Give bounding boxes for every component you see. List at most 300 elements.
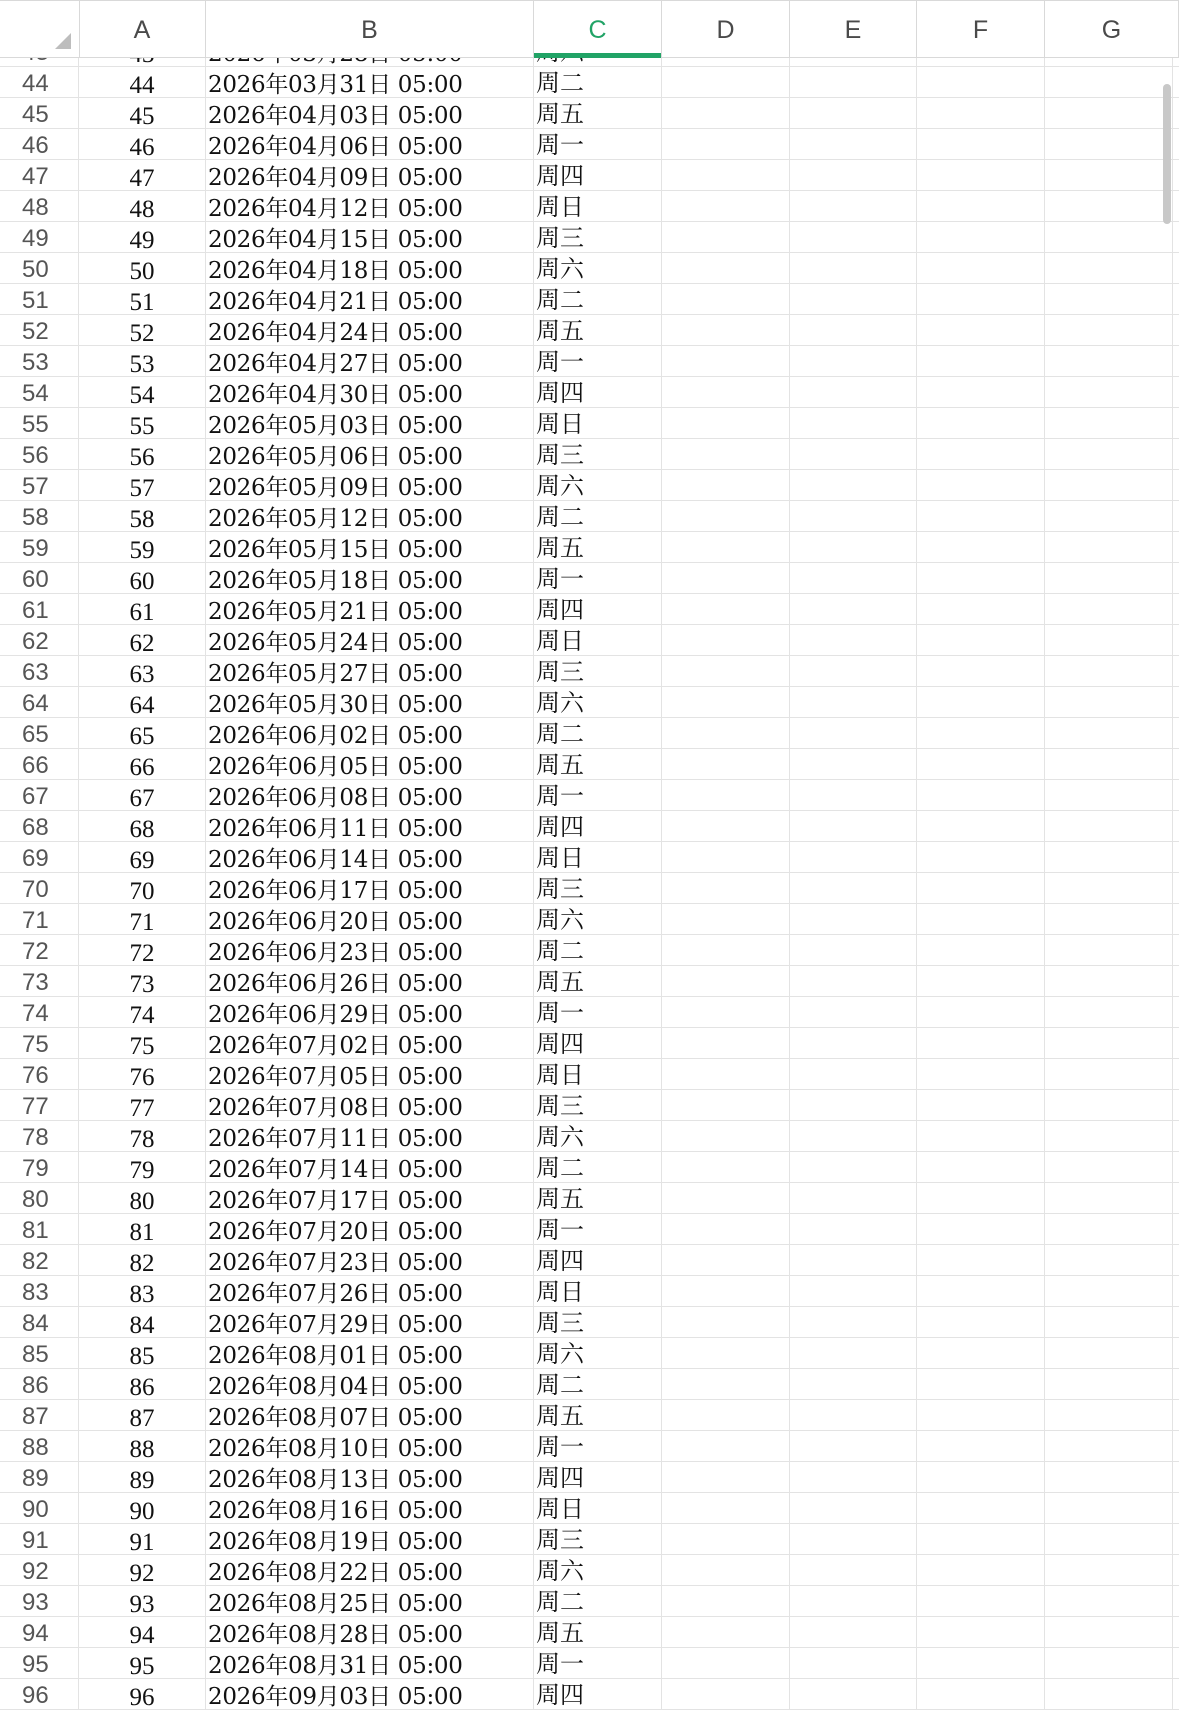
cell-d[interactable] <box>662 1152 790 1182</box>
cell-f[interactable] <box>917 842 1045 872</box>
cell-a[interactable]: 52 <box>79 315 206 345</box>
cell-e[interactable] <box>790 346 917 376</box>
cell-c[interactable]: 周五 <box>534 1617 662 1647</box>
row-number[interactable]: 87 <box>0 1400 79 1430</box>
cell-e[interactable] <box>790 1493 917 1523</box>
cell-g[interactable] <box>1045 625 1173 655</box>
cell-f[interactable] <box>917 997 1045 1027</box>
cell-e[interactable] <box>790 1183 917 1213</box>
row-number[interactable]: 90 <box>0 1493 79 1523</box>
cell-e[interactable] <box>790 67 917 97</box>
cell-b[interactable]: 2026年04月12日 05:00 <box>206 191 534 221</box>
cell-f[interactable] <box>917 1028 1045 1058</box>
cell-f[interactable] <box>917 253 1045 283</box>
cell-f[interactable] <box>917 1338 1045 1368</box>
cell-g[interactable] <box>1045 253 1173 283</box>
cell-g[interactable] <box>1045 935 1173 965</box>
cell-b[interactable]: 2026年05月06日 05:00 <box>206 439 534 469</box>
cell-d[interactable] <box>662 1369 790 1399</box>
cell-d[interactable] <box>662 563 790 593</box>
cell-b[interactable]: 2026年07月17日 05:00 <box>206 1183 534 1213</box>
cell-a[interactable]: 50 <box>79 253 206 283</box>
cell-a[interactable]: 61 <box>79 594 206 624</box>
cell-c[interactable]: 周三 <box>534 222 662 252</box>
cell-e[interactable] <box>790 129 917 159</box>
cell-f[interactable] <box>917 687 1045 717</box>
cell-a[interactable]: 78 <box>79 1121 206 1151</box>
cell-c[interactable]: 周五 <box>534 315 662 345</box>
cell-a[interactable]: 58 <box>79 501 206 531</box>
cell-f[interactable] <box>917 1214 1045 1244</box>
cell-f[interactable] <box>917 315 1045 345</box>
cell-a[interactable]: 63 <box>79 656 206 686</box>
cell-f[interactable] <box>917 346 1045 376</box>
cell-g[interactable] <box>1045 1276 1173 1306</box>
row-number[interactable]: 60 <box>0 563 79 593</box>
row-number[interactable]: 88 <box>0 1431 79 1461</box>
cell-c[interactable]: 周一 <box>534 1214 662 1244</box>
cell-b[interactable]: 2026年08月10日 05:00 <box>206 1431 534 1461</box>
cell-g[interactable] <box>1045 1679 1173 1709</box>
cell-g[interactable] <box>1045 1028 1173 1058</box>
row-number[interactable]: 74 <box>0 997 79 1027</box>
cell-g[interactable] <box>1045 1183 1173 1213</box>
row-number[interactable]: 89 <box>0 1462 79 1492</box>
cell-e[interactable] <box>790 1369 917 1399</box>
cell-f[interactable] <box>917 1090 1045 1120</box>
cell-a[interactable]: 66 <box>79 749 206 779</box>
cell-g[interactable] <box>1045 408 1173 438</box>
cell-a[interactable]: 56 <box>79 439 206 469</box>
row-number[interactable]: 79 <box>0 1152 79 1182</box>
cell-b[interactable]: 2026年05月30日 05:00 <box>206 687 534 717</box>
cell-e[interactable] <box>790 594 917 624</box>
cell-f[interactable] <box>917 191 1045 221</box>
cell-g[interactable] <box>1045 1462 1173 1492</box>
select-all-corner[interactable] <box>0 0 80 57</box>
cell-a[interactable]: 55 <box>79 408 206 438</box>
cell-b[interactable]: 2026年04月30日 05:00 <box>206 377 534 407</box>
row-number[interactable]: 69 <box>0 842 79 872</box>
cell-d[interactable] <box>662 1276 790 1306</box>
cell-f[interactable] <box>917 1152 1045 1182</box>
cell-g[interactable] <box>1045 1338 1173 1368</box>
cell-d[interactable] <box>662 1431 790 1461</box>
row-number[interactable]: 59 <box>0 532 79 562</box>
cell-a[interactable]: 94 <box>79 1617 206 1647</box>
cell-e[interactable] <box>790 1679 917 1709</box>
row-number[interactable]: 44 <box>0 67 79 97</box>
cell-c[interactable]: 周日 <box>534 625 662 655</box>
cell-b[interactable]: 2026年04月24日 05:00 <box>206 315 534 345</box>
cell-a[interactable]: 95 <box>79 1648 206 1678</box>
cell-c[interactable]: 周日 <box>534 191 662 221</box>
cell-d[interactable] <box>662 1400 790 1430</box>
cell-c[interactable]: 周一 <box>534 997 662 1027</box>
cell-d[interactable] <box>662 1462 790 1492</box>
cell-b[interactable]: 2026年04月06日 05:00 <box>206 129 534 159</box>
cell-e[interactable] <box>790 1214 917 1244</box>
cell-b[interactable]: 2026年04月21日 05:00 <box>206 284 534 314</box>
cell-d[interactable] <box>662 780 790 810</box>
cell-d[interactable] <box>662 253 790 283</box>
cell-e[interactable] <box>790 1586 917 1616</box>
cell-a[interactable]: 89 <box>79 1462 206 1492</box>
cell-f[interactable] <box>917 1276 1045 1306</box>
cell-g[interactable] <box>1045 904 1173 934</box>
row-number[interactable]: 71 <box>0 904 79 934</box>
cell-a[interactable]: 72 <box>79 935 206 965</box>
cell-c[interactable]: 周五 <box>534 1183 662 1213</box>
cell-f[interactable] <box>917 1524 1045 1554</box>
cell-f[interactable] <box>917 160 1045 190</box>
cell-a[interactable]: 59 <box>79 532 206 562</box>
cell-f[interactable] <box>917 904 1045 934</box>
row-number[interactable]: 73 <box>0 966 79 996</box>
cell-g[interactable] <box>1045 997 1173 1027</box>
cell-b[interactable]: 2026年06月05日 05:00 <box>206 749 534 779</box>
cell-g[interactable] <box>1045 718 1173 748</box>
row-number[interactable]: 67 <box>0 780 79 810</box>
cell-f[interactable] <box>917 625 1045 655</box>
cell-a[interactable]: 76 <box>79 1059 206 1089</box>
cell-f[interactable] <box>917 67 1045 97</box>
cell-d[interactable] <box>662 532 790 562</box>
row-number[interactable]: 57 <box>0 470 79 500</box>
cell-c[interactable]: 周四 <box>534 1462 662 1492</box>
cell-c[interactable]: 周二 <box>534 501 662 531</box>
cell-d[interactable] <box>662 904 790 934</box>
cell-a[interactable]: 87 <box>79 1400 206 1430</box>
cell-d[interactable] <box>662 1214 790 1244</box>
cell-g[interactable] <box>1045 1245 1173 1275</box>
cell-e[interactable] <box>790 1121 917 1151</box>
row-number[interactable]: 91 <box>0 1524 79 1554</box>
cell-a[interactable]: 85 <box>79 1338 206 1368</box>
cell-d[interactable] <box>662 997 790 1027</box>
row-number[interactable]: 47 <box>0 160 79 190</box>
cell-c[interactable]: 周日 <box>534 1493 662 1523</box>
cell-a[interactable]: 73 <box>79 966 206 996</box>
row-number[interactable]: 51 <box>0 284 79 314</box>
cell-c[interactable]: 周五 <box>534 966 662 996</box>
cell-b[interactable]: 2026年07月23日 05:00 <box>206 1245 534 1275</box>
cell-f[interactable] <box>917 594 1045 624</box>
cell-b[interactable]: 2026年05月21日 05:00 <box>206 594 534 624</box>
cell-a[interactable]: 70 <box>79 873 206 903</box>
cell-a[interactable]: 69 <box>79 842 206 872</box>
cell-a[interactable]: 81 <box>79 1214 206 1244</box>
cell-e[interactable] <box>790 966 917 996</box>
cell-a[interactable]: 77 <box>79 1090 206 1120</box>
cell-f[interactable] <box>917 563 1045 593</box>
cell-b[interactable]: 2026年08月28日 05:00 <box>206 1617 534 1647</box>
cell-e[interactable] <box>790 377 917 407</box>
cell-e[interactable] <box>790 656 917 686</box>
cell-b[interactable]: 2026年05月18日 05:00 <box>206 563 534 593</box>
cell-g[interactable] <box>1045 191 1173 221</box>
row-number[interactable]: 81 <box>0 1214 79 1244</box>
cell-e[interactable] <box>790 253 917 283</box>
cell-d[interactable] <box>662 129 790 159</box>
cell-b[interactable]: 2026年06月17日 05:00 <box>206 873 534 903</box>
cell-f[interactable] <box>917 408 1045 438</box>
cell-a[interactable]: 79 <box>79 1152 206 1182</box>
row-number[interactable]: 72 <box>0 935 79 965</box>
cell-d[interactable] <box>662 470 790 500</box>
cell-c[interactable]: 周一 <box>534 1648 662 1678</box>
cell-g[interactable] <box>1045 873 1173 903</box>
row-number[interactable]: 46 <box>0 129 79 159</box>
row-number[interactable]: 82 <box>0 1245 79 1275</box>
cell-g[interactable] <box>1045 129 1173 159</box>
cell-d[interactable] <box>662 687 790 717</box>
column-header-f[interactable]: F <box>917 0 1045 57</box>
cell-b[interactable]: 2026年07月14日 05:00 <box>206 1152 534 1182</box>
cell-e[interactable] <box>790 563 917 593</box>
cell-f[interactable] <box>917 966 1045 996</box>
cell-g[interactable] <box>1045 501 1173 531</box>
row-number[interactable]: 77 <box>0 1090 79 1120</box>
cell-g[interactable] <box>1045 160 1173 190</box>
cell-c[interactable]: 周六 <box>534 470 662 500</box>
cell-g[interactable] <box>1045 1648 1173 1678</box>
cell-d[interactable] <box>662 346 790 376</box>
cell-g[interactable] <box>1045 284 1173 314</box>
cell-a[interactable]: 57 <box>79 470 206 500</box>
cell-c[interactable]: 周日 <box>534 1059 662 1089</box>
cell-d[interactable] <box>662 284 790 314</box>
cell-b[interactable]: 2026年05月12日 05:00 <box>206 501 534 531</box>
cell-g[interactable] <box>1045 1152 1173 1182</box>
row-number[interactable]: 62 <box>0 625 79 655</box>
cell-g[interactable] <box>1045 1059 1173 1089</box>
cell-a[interactable]: 65 <box>79 718 206 748</box>
cell-g[interactable] <box>1045 563 1173 593</box>
cell-c[interactable]: 周六 <box>534 1338 662 1368</box>
cell-b[interactable]: 2026年06月08日 05:00 <box>206 780 534 810</box>
cell-g[interactable] <box>1045 1617 1173 1647</box>
cell-d[interactable] <box>662 1555 790 1585</box>
cell-c[interactable]: 周二 <box>534 67 662 97</box>
row-number[interactable]: 66 <box>0 749 79 779</box>
row-number[interactable]: 78 <box>0 1121 79 1151</box>
cell-b[interactable]: 2026年05月15日 05:00 <box>206 532 534 562</box>
cell-g[interactable] <box>1045 1214 1173 1244</box>
cell-a[interactable]: 48 <box>79 191 206 221</box>
cell-f[interactable] <box>917 98 1045 128</box>
cell-c[interactable]: 周二 <box>534 935 662 965</box>
cell-b[interactable]: 2026年07月02日 05:00 <box>206 1028 534 1058</box>
cell-d[interactable] <box>662 1648 790 1678</box>
cell-c[interactable]: 周一 <box>534 129 662 159</box>
column-header-g[interactable]: G <box>1045 0 1179 57</box>
cell-e[interactable] <box>790 935 917 965</box>
cell-e[interactable] <box>790 98 917 128</box>
cell-d[interactable] <box>662 811 790 841</box>
cell-f[interactable] <box>917 1555 1045 1585</box>
cell-a[interactable]: 60 <box>79 563 206 593</box>
cell-d[interactable] <box>662 1090 790 1120</box>
cell-e[interactable] <box>790 749 917 779</box>
row-number[interactable]: 84 <box>0 1307 79 1337</box>
row-number[interactable]: 68 <box>0 811 79 841</box>
cell-a[interactable]: 86 <box>79 1369 206 1399</box>
cell-a[interactable]: 49 <box>79 222 206 252</box>
cell-d[interactable] <box>662 625 790 655</box>
cell-b[interactable]: 2026年06月20日 05:00 <box>206 904 534 934</box>
cell-e[interactable] <box>790 1028 917 1058</box>
cell-c[interactable]: 周六 <box>534 1121 662 1151</box>
cell-e[interactable] <box>790 532 917 562</box>
cell-d[interactable] <box>662 1338 790 1368</box>
cell-g[interactable] <box>1045 98 1173 128</box>
row-number[interactable]: 63 <box>0 656 79 686</box>
cell-f[interactable] <box>917 129 1045 159</box>
cell-f[interactable] <box>917 1369 1045 1399</box>
cell-d[interactable] <box>662 594 790 624</box>
cell-b[interactable]: 2026年07月11日 05:00 <box>206 1121 534 1151</box>
cell-d[interactable] <box>662 966 790 996</box>
cell-c[interactable]: 周四 <box>534 1245 662 1275</box>
cell-c[interactable]: 周一 <box>534 1431 662 1461</box>
row-number[interactable]: 94 <box>0 1617 79 1647</box>
cell-c[interactable]: 周三 <box>534 439 662 469</box>
cell-d[interactable] <box>662 1059 790 1089</box>
cell-c[interactable]: 周一 <box>534 346 662 376</box>
cell-c[interactable]: 周四 <box>534 377 662 407</box>
cell-f[interactable] <box>917 1617 1045 1647</box>
cell-c[interactable]: 周二 <box>534 1152 662 1182</box>
cell-g[interactable] <box>1045 470 1173 500</box>
cell-b[interactable]: 2026年08月22日 05:00 <box>206 1555 534 1585</box>
cell-d[interactable] <box>662 873 790 903</box>
cell-e[interactable] <box>790 1152 917 1182</box>
cell-g[interactable] <box>1045 315 1173 345</box>
cell-c[interactable]: 周日 <box>534 842 662 872</box>
row-number[interactable]: 55 <box>0 408 79 438</box>
cell-f[interactable] <box>917 1245 1045 1275</box>
cell-a[interactable]: 93 <box>79 1586 206 1616</box>
cell-e[interactable] <box>790 1276 917 1306</box>
cell-c[interactable]: 周日 <box>534 408 662 438</box>
cell-b[interactable]: 2026年05月24日 05:00 <box>206 625 534 655</box>
cell-e[interactable] <box>790 222 917 252</box>
cell-e[interactable] <box>790 1090 917 1120</box>
cell-g[interactable] <box>1045 1369 1173 1399</box>
cell-f[interactable] <box>917 222 1045 252</box>
cell-b[interactable]: 2026年05月03日 05:00 <box>206 408 534 438</box>
cell-d[interactable] <box>662 1586 790 1616</box>
cell-c[interactable]: 周二 <box>534 1586 662 1616</box>
cell-a[interactable]: 92 <box>79 1555 206 1585</box>
row-number[interactable]: 80 <box>0 1183 79 1213</box>
cell-e[interactable] <box>790 501 917 531</box>
cell-g[interactable] <box>1045 222 1173 252</box>
cell-f[interactable] <box>917 1648 1045 1678</box>
cell-a[interactable]: 74 <box>79 997 206 1027</box>
cell-e[interactable] <box>790 1338 917 1368</box>
cell-c[interactable]: 周四 <box>534 594 662 624</box>
cell-g[interactable] <box>1045 656 1173 686</box>
row-number[interactable]: 58 <box>0 501 79 531</box>
cell-d[interactable] <box>662 191 790 221</box>
row-number[interactable]: 50 <box>0 253 79 283</box>
cell-c[interactable]: 周四 <box>534 1028 662 1058</box>
cell-b[interactable]: 2026年09月03日 05:00 <box>206 1679 534 1709</box>
cell-a[interactable]: 80 <box>79 1183 206 1213</box>
cell-a[interactable]: 83 <box>79 1276 206 1306</box>
cell-f[interactable] <box>917 532 1045 562</box>
row-number[interactable]: 61 <box>0 594 79 624</box>
cell-b[interactable]: 2026年07月26日 05:00 <box>206 1276 534 1306</box>
cell-e[interactable] <box>790 1462 917 1492</box>
column-header-c[interactable]: C <box>534 0 662 57</box>
cell-g[interactable] <box>1045 594 1173 624</box>
row-number[interactable]: 49 <box>0 222 79 252</box>
cell-f[interactable] <box>917 718 1045 748</box>
cell-c[interactable]: 周六 <box>534 904 662 934</box>
cell-a[interactable]: 71 <box>79 904 206 934</box>
cell-b[interactable]: 2026年06月02日 05:00 <box>206 718 534 748</box>
cell-b[interactable]: 2026年04月15日 05:00 <box>206 222 534 252</box>
cell-g[interactable] <box>1045 439 1173 469</box>
cell-b[interactable]: 2026年06月29日 05:00 <box>206 997 534 1027</box>
cell-d[interactable] <box>662 501 790 531</box>
cell-g[interactable] <box>1045 532 1173 562</box>
cell-g[interactable] <box>1045 749 1173 779</box>
cell-g[interactable] <box>1045 67 1173 97</box>
cell-c[interactable]: 周五 <box>534 532 662 562</box>
cell-a[interactable]: 44 <box>79 67 206 97</box>
cell-f[interactable] <box>917 377 1045 407</box>
cell-f[interactable] <box>917 501 1045 531</box>
cell-g[interactable] <box>1045 966 1173 996</box>
cell-b[interactable]: 2026年08月13日 05:00 <box>206 1462 534 1492</box>
vertical-scrollbar[interactable] <box>1163 84 1171 224</box>
cell-d[interactable] <box>662 718 790 748</box>
cell-c[interactable]: 周一 <box>534 780 662 810</box>
cell-f[interactable] <box>917 749 1045 779</box>
cell-d[interactable] <box>662 1183 790 1213</box>
cell-b[interactable]: 2026年06月11日 05:00 <box>206 811 534 841</box>
cell-c[interactable]: 周二 <box>534 1369 662 1399</box>
cell-a[interactable]: 51 <box>79 284 206 314</box>
cell-f[interactable] <box>917 935 1045 965</box>
cell-c[interactable]: 周四 <box>534 160 662 190</box>
cell-f[interactable] <box>917 873 1045 903</box>
cell-f[interactable] <box>917 439 1045 469</box>
cell-b[interactable]: 2026年06月23日 05:00 <box>206 935 534 965</box>
cell-b[interactable]: 2026年07月20日 05:00 <box>206 1214 534 1244</box>
row-number[interactable]: 93 <box>0 1586 79 1616</box>
row-number[interactable]: 76 <box>0 1059 79 1089</box>
row-number[interactable]: 48 <box>0 191 79 221</box>
cell-e[interactable] <box>790 842 917 872</box>
cell-c[interactable]: 周六 <box>534 253 662 283</box>
cell-c[interactable]: 周三 <box>534 1307 662 1337</box>
cell-e[interactable] <box>790 873 917 903</box>
cell-b[interactable]: 2026年08月01日 05:00 <box>206 1338 534 1368</box>
cell-e[interactable] <box>790 284 917 314</box>
cell-g[interactable] <box>1045 1493 1173 1523</box>
cell-f[interactable] <box>917 1586 1045 1616</box>
cell-g[interactable] <box>1045 1400 1173 1430</box>
cell-c[interactable]: 周六 <box>534 687 662 717</box>
cell-a[interactable]: 67 <box>79 780 206 810</box>
cell-b[interactable]: 2026年07月29日 05:00 <box>206 1307 534 1337</box>
cell-c[interactable]: 周一 <box>534 563 662 593</box>
